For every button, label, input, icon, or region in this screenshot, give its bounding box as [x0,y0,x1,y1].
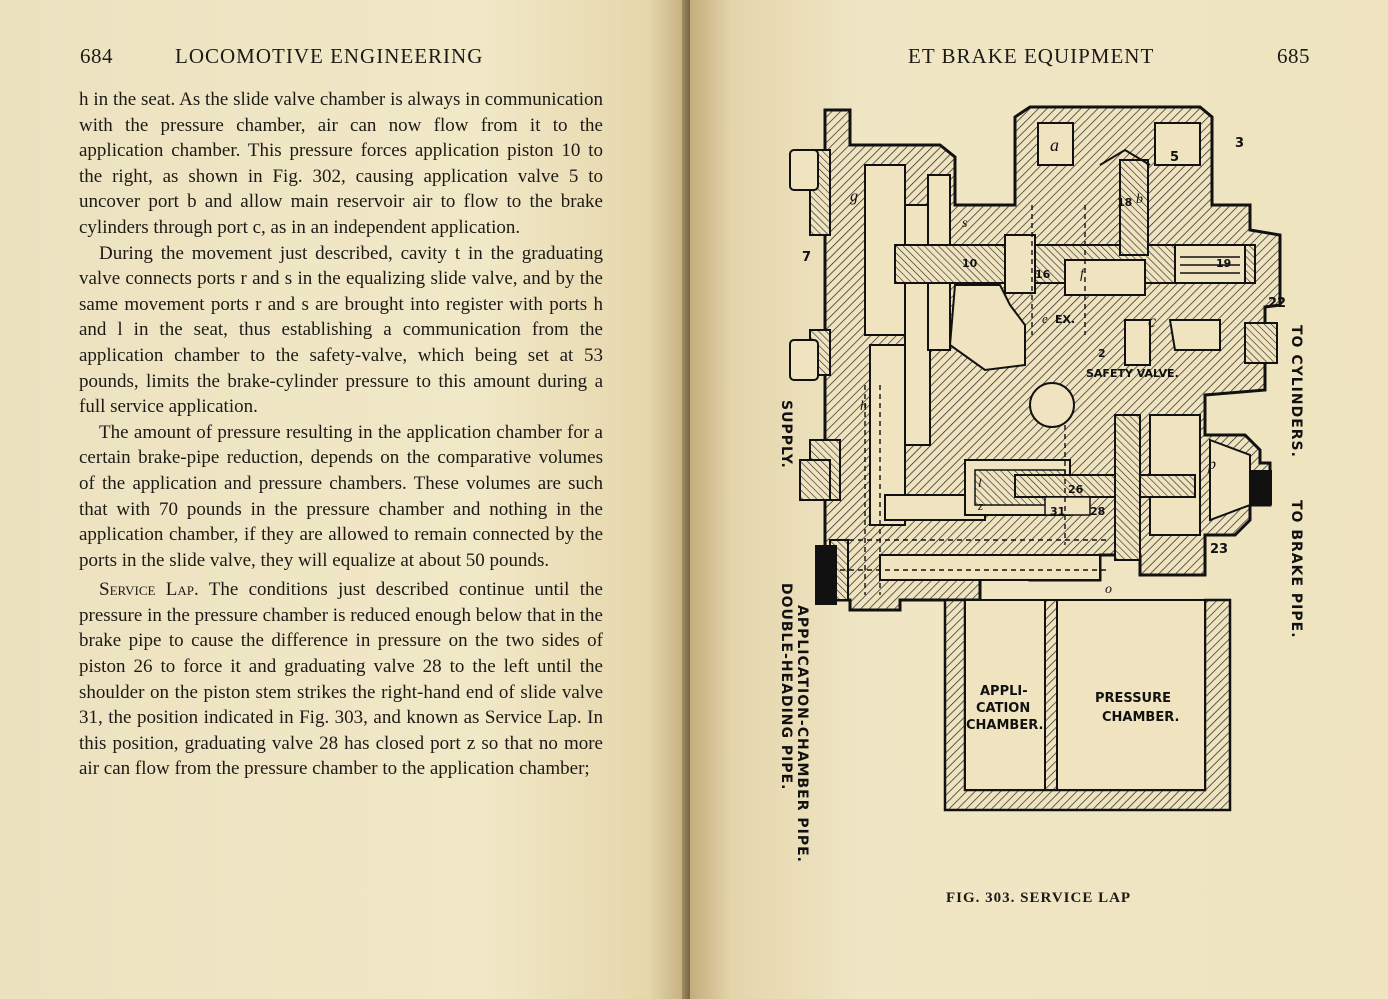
port-e: e [1042,311,1048,326]
port-b: b [1136,192,1143,207]
service-lap-text: The conditions just described continue until the pressure in the pressure chamber is reduced enough below that in the brake pipe to cause the difference in pressure on the two sides of piston 26 to force it and graduating valve 28 to the left until the shoulder on the piston stem strikes the right-hand end of slide valve 31, the position indicated in Fig. 303, and known as Service Lap. In this position, graduating valve 28 has closed port z so that no more air can flow from the pressure chamber to the application chamber; [79,579,603,780]
right-page-number: 685 [1277,44,1310,68]
port-h: h [860,399,867,414]
port-l: l [978,475,982,490]
left-page [0,0,690,999]
application-chamber-label-3: CHAMBER. [966,718,1044,733]
supply-label: SUPPLY. [778,400,794,469]
part-22: 22 [1268,296,1287,311]
part-26: 26 [1068,483,1084,496]
part-16: 16 [1035,268,1051,281]
paragraph-2: During the movement just described, cavity t in the graduating valve connects ports r and s in the equalizing slide valve, and by the same movement ports r and s are brought into register with ports h and l in the seat, thus establishing a communication from the application chamber to the safety-valve, which being set at 53 pounds, limits the brake-cylinder pressure to this amount during a full service application. [79,242,603,418]
part-3: 3 [1235,136,1245,151]
port-ex: EX. [1055,313,1076,326]
part-2: 2 [1098,347,1106,360]
right-page [690,0,1388,999]
application-chamber-label-1: APPLI- [980,684,1028,699]
to-brake-pipe-label: TO BRAKE PIPE. [1288,500,1304,639]
port-g: g [850,188,858,205]
port-c: c [1148,311,1156,331]
application-chamber-label-2: CATION [976,701,1031,716]
safety-valve-label: SAFETY VALVE. [1086,367,1179,380]
part-19: 19 [1216,257,1232,270]
port-a-top: a [1050,135,1059,155]
paragraph-3: The amount of pressure resulting in the application chamber for a certain brake-pipe reduction, depends on the comparative volumes of the application and pressure chambers. These volumes are such that with 70 pounds in the pressure chamber and nothing in the application chamber, if they are allowed to remain connected by the ports in the slide valve, they will equalize at about 50 pounds. [79,421,603,571]
part-23: 23 [1210,542,1229,557]
right-running-title: ET BRAKE EQUIPMENT [908,44,1155,68]
part-7: 7 [802,250,812,265]
to-cylinders-label: TO CYLINDERS. [1288,325,1304,458]
port-z: z [978,498,984,513]
left-page-number: 684 [80,44,113,68]
left-body-text [79,87,603,782]
application-chamber-pipe-label: APPLICATION-CHAMBER PIPE. [794,605,810,863]
valve-diagram [778,95,1340,863]
service-lap-heading: Service Lap. [99,579,199,601]
part-10: 10 [962,257,978,270]
port-o: o [1105,582,1112,597]
part-18: 18 [1117,196,1133,209]
pressure-chamber-label-1: PRESSURE [1095,691,1172,706]
part-31: 31 [1050,505,1066,518]
double-heading-pipe-label: DOUBLE-HEADING PIPE. [778,583,794,791]
part-28: 28 [1090,505,1106,518]
figure-caption: FIG. 303. SERVICE LAP [946,890,1132,906]
port-f: f [1080,267,1084,282]
paragraph-service-lap [79,577,603,782]
paragraph-1: h in the seat. As the slide valve chamber is always in communication with the pressure chamber, air can now flow from it to the application chamber. This pressure forces application piston 10 to the right, as shown in Fig. 302, causing application valve 5 to uncover port b and allow main reservoir air to flow to the brake cylinders through port c, as in an independent application. [79,89,603,238]
part-5: 5 [1170,150,1180,165]
port-s: s [962,216,968,231]
pressure-chamber-label-2: CHAMBER. [1102,710,1180,725]
port-p: p [1208,456,1216,473]
left-running-title: LOCOMOTIVE ENGINEERING [175,44,484,68]
